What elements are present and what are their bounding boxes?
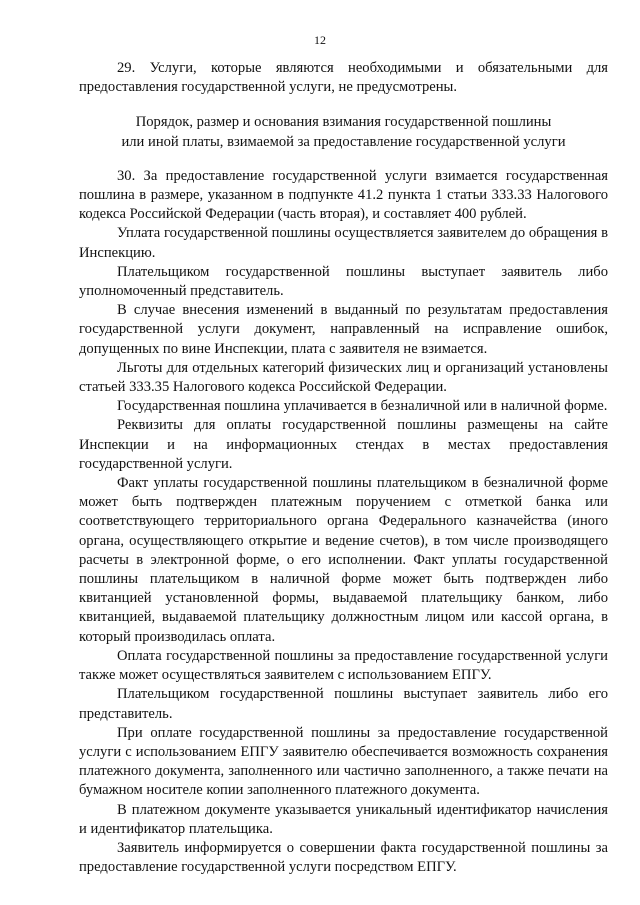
paragraph: Факт уплаты государственной пошлины плательщиком в безналичной форме может быть подтвержден платежным поручением с отметкой банка или соответствующего территориального органа Федерального казначейства (иного органа, осуществляющего открытие и ведение счетов), в том числе производящего расчеты в электронной форме, о его исполнении. Факт уплаты государственной пошлины плательщиком в наличной форме может быть подтвержден либо квитанцией установленной формы, выдаваемой плательщику банком, либо квитанцией, выдаваемой плательщику должностным лицом или кассой органа, в который производилась оплата. xyxy=(79,475,608,645)
paragraph: Заявитель информируется о совершении факта государственной пошлины за предоставление государственной услуги посредством ЕПГУ. xyxy=(79,839,608,876)
paragraph: В случае внесения изменений в выданный по результатам предоставления государственной услуги документ, направленный на исправление ошибок, допущенных по вине Инспекции, плата с заявителя не взимается. xyxy=(79,302,608,357)
paragraph: В платежном документе указывается уникальный идентификатор начисления и идентификатор плательщика. xyxy=(79,801,608,837)
paragraph: Государственная пошлина уплачивается в безналичной или в наличной форме. xyxy=(117,398,608,415)
paragraph-30: 30. За предоставление государственной услуги взимается государственная пошлина в размере, указанном в подпункте 41.2 пункта 1 статьи 333.33 Налогового кодекса Российской Федерации (часть вторая), и составляет 400 рублей. xyxy=(79,167,608,223)
paragraph: Оплата государственной пошлины за предоставление государственной услуги также может осуществляться заявителем с использованием ЕПГУ. xyxy=(79,647,608,684)
paragraph: Реквизиты для оплаты государственной пошлины размещены на сайте Инспекции и на информационных стендах в местах предоставления государственной услуги. xyxy=(79,417,608,472)
paragraph: При оплате государственной пошлины за предоставление государственной услуги с использованием ЕПГУ заявителю обеспечивается возможность сохранения платежного документа, заполненного или частично заполненного, а также печати на бумажном носителе копии заполненного платежного документа. xyxy=(79,724,608,799)
paragraph: Плательщиком государственной пошлины выступает заявитель либо уполномоченный представитель. xyxy=(79,263,608,300)
section-heading-line-2: или иной платы, взимаемой за предоставление государственной услуги xyxy=(121,133,566,150)
paragraph: Плательщиком государственной пошлины выступает заявитель либо его представитель. xyxy=(79,686,608,722)
section-heading-line-1: Порядок, размер и основания взимания государственной пошлины xyxy=(135,114,552,131)
paragraph: Льготы для отдельных категорий физических лиц и организаций установлены статьей 333.35 Налогового кодекса Российской Федерации. xyxy=(79,359,608,396)
section-heading xyxy=(79,113,608,151)
paragraph: Уплата государственной пошлины осуществляется заявителем до обращения в Инспекцию. xyxy=(79,225,608,261)
page-number: 12 xyxy=(314,33,326,47)
paragraph-29: 29. Услуги, которые являются необходимыми и обязательными для предоставления государственной услуги, не предусмотрены. xyxy=(79,60,608,96)
page-content xyxy=(79,59,608,877)
